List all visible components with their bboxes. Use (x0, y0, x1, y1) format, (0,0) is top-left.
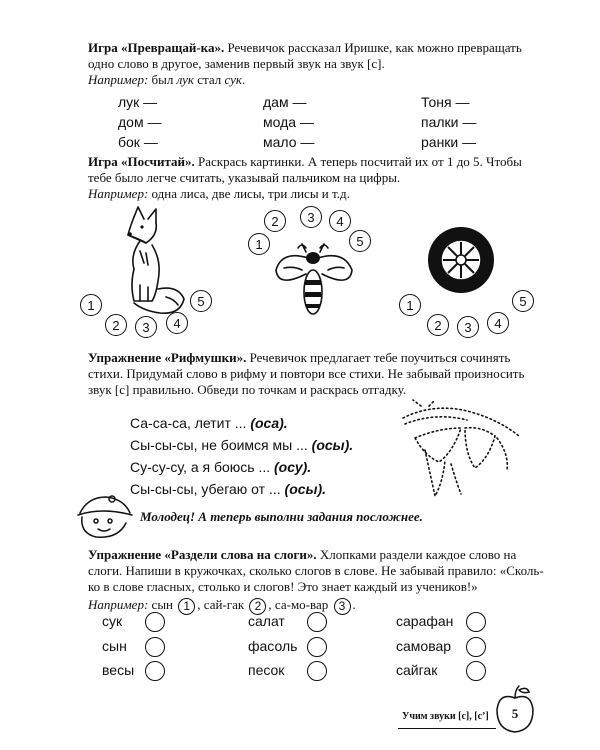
count-circle-5: 5 (349, 230, 371, 252)
gnome-character-icon (72, 493, 134, 539)
page-number: 5 (511, 706, 519, 721)
exercise1-text-c: звук [с] правильно. Обведи по точкам и раскрась отгадку. (88, 382, 407, 397)
game1-word: ранки — (421, 134, 477, 150)
verse-block (130, 412, 353, 500)
wheel-illustration (426, 225, 496, 295)
footer-rule (398, 728, 496, 729)
game1-example-d: сук (224, 72, 243, 87)
game1-text-a: Речевичок рассказал Иришке, как можно превращать (227, 40, 522, 55)
verse-answer: (оса). (250, 415, 288, 431)
syllable-answer-circle[interactable] (307, 637, 327, 657)
game2-title: Игра «Посчитай». (88, 154, 195, 169)
game1-word: мало — (263, 134, 315, 150)
game1-word: дом — (118, 114, 162, 130)
count-circle-1: 1 (399, 294, 421, 316)
game1-example-end: . (242, 72, 246, 87)
exercise2-intro (88, 547, 568, 615)
exercise2-example-2: , сай-гак (197, 597, 245, 612)
count-circle-3: 3 (135, 316, 157, 338)
syllable-word: песок (248, 662, 285, 678)
exercise2-text-c: ко в слове гласных, столько и слогов! Это знает каждый из учеников!» (88, 579, 478, 594)
verse-answer: (осы). (311, 437, 354, 453)
verse-line (130, 412, 353, 434)
game1-word: дам — (263, 94, 307, 110)
syllable-answer-circle[interactable] (466, 661, 486, 681)
game1-text-b: одно слово в другое, заменив первый звук на звук [с]. (88, 56, 385, 71)
count-circle-2: 2 (264, 210, 286, 232)
syllable-answer-circle[interactable] (466, 637, 486, 657)
example-syllable-circle: 3 (334, 598, 351, 615)
exercise2-text-a: Хлопками раздели каждое слово на (319, 547, 517, 562)
syllable-word: сын (102, 638, 127, 654)
verse-answer: (осы). (284, 481, 327, 497)
verse-text: Са-са-са, летит ... (130, 415, 247, 431)
syllable-answer-circle[interactable] (145, 661, 165, 681)
syllable-answer-circle[interactable] (145, 612, 165, 632)
verse-answer: (осу). (274, 459, 312, 475)
exercise2-example-3: , са-мо-вар (268, 597, 329, 612)
dotted-wasp-illustration (395, 398, 525, 500)
verse-text: Сы-сы-сы, убегаю от ... (130, 481, 281, 497)
syllable-word: фасоль (248, 638, 298, 654)
verse-line (130, 456, 353, 478)
count-circle-4: 4 (166, 312, 188, 334)
syllable-word: сайгак (396, 662, 438, 678)
exercise1-title: Упражнение «Рифмушки». (88, 350, 247, 365)
game1-word: палки — (421, 114, 477, 130)
exercise1-intro (88, 350, 563, 398)
praise-text: Молодец! А теперь выполни задания посложнее. (140, 509, 423, 524)
syllable-word: салат (248, 613, 285, 629)
verse-line (130, 434, 353, 456)
exercise1-text-b: стихи. Придумай слово в рифму и повтори все стихи. Не забывай произносить (88, 366, 525, 381)
count-circle-5: 5 (190, 290, 212, 312)
syllable-word: самовар (396, 638, 452, 654)
syllable-word: сарафан (396, 613, 454, 629)
footer-caption: Учим звуки [с], [с’] (402, 711, 489, 722)
syllable-answer-circle[interactable] (307, 661, 327, 681)
game2-example: одна лиса, две лисы, три лисы и т.д. (151, 186, 350, 201)
game1-example-a: был (151, 72, 174, 87)
game1-word: бок — (118, 134, 158, 150)
game1-example-c: стал (197, 72, 222, 87)
count-circle-3: 3 (300, 206, 322, 228)
syllable-answer-circle[interactable] (466, 612, 486, 632)
syllable-answer-circle[interactable] (307, 612, 327, 632)
exercise2-text-b: слоги. Напиши в кружочках, сколько слогов в слове. Не забывай правило: «Сколь- (88, 563, 544, 578)
game1-intro (88, 40, 558, 88)
count-circle-4: 4 (487, 312, 509, 334)
exercise2-example-end: . (352, 597, 356, 612)
count-circle-1: 1 (248, 233, 270, 255)
example-syllable-circle: 2 (249, 598, 266, 615)
game1-word: мода — (263, 114, 314, 130)
syllable-word: сук (102, 613, 123, 629)
count-circle-5: 5 (512, 290, 534, 312)
game2-example-label: Например: (88, 186, 149, 201)
syllable-word: весы (102, 662, 135, 678)
fox-illustration (100, 205, 190, 320)
game1-example-b: лук (176, 72, 194, 87)
count-circle-2: 2 (427, 314, 449, 336)
game2-intro (88, 154, 558, 202)
game1-title: Игра «Превращай-ка». (88, 40, 225, 55)
verse-text: Сы-сы-сы, не боимся мы ... (130, 437, 308, 453)
exercise2-title: Упражнение «Раздели слова на слоги». (88, 547, 317, 562)
game2-text-a: Раскрась картинки. А теперь посчитай их от 1 до 5. Чтобы (197, 154, 522, 169)
game1-example-label: Например: (88, 72, 149, 87)
game1-word: Тоня — (421, 94, 470, 110)
count-circle-1: 1 (80, 294, 102, 316)
syllable-answer-circle[interactable] (145, 637, 165, 657)
exercise2-example-1: сын (151, 597, 174, 612)
bee-illustration (272, 240, 356, 320)
verse-text: Су-су-су, а я боюсь ... (130, 459, 271, 475)
example-syllable-circle: 1 (178, 598, 195, 615)
count-circle-4: 4 (329, 210, 351, 232)
count-circle-3: 3 (457, 316, 479, 338)
verse-line (130, 478, 353, 500)
exercise2-example-label: Например: (88, 597, 149, 612)
game2-text-b: тебе было легче считать, указывай пальчиком на цифры. (88, 170, 401, 185)
count-circle-2: 2 (105, 314, 127, 336)
game1-word: лук — (118, 94, 158, 110)
exercise1-text-a: Речевичок предлагает тебе поучиться сочинять (249, 350, 511, 365)
